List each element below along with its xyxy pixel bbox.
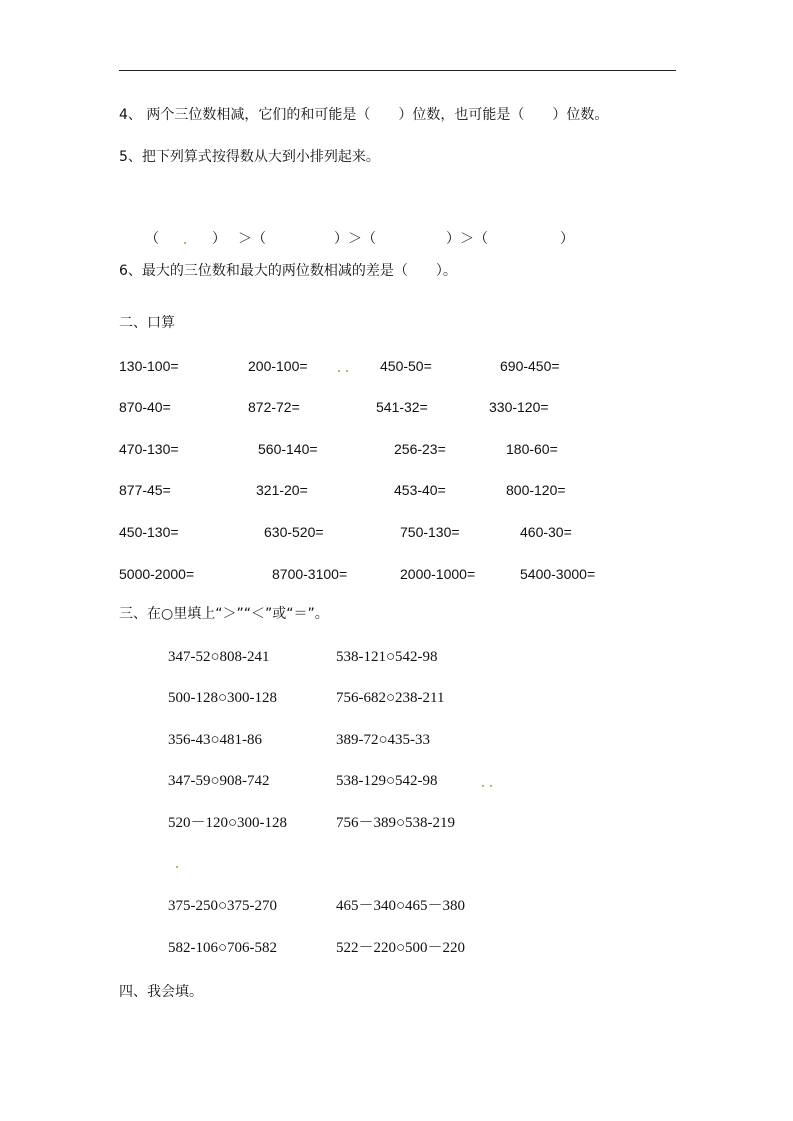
order-paren-4: ）＞（ [334, 231, 376, 247]
compare-item: 356-43○481-86 [168, 732, 263, 748]
scan-speck [184, 242, 186, 244]
header-rule [119, 70, 676, 71]
order-paren-3: ＞（ [238, 231, 266, 247]
compare-item: 520－120○300-128 [168, 815, 288, 831]
compare-item: 500-128○300-128 [168, 690, 278, 706]
compare-item: 465－340○465－380 [336, 898, 466, 914]
scan-speck [176, 866, 178, 868]
calc-item: 872-72= [248, 399, 300, 415]
question-5: 5、把下列算式按得数从大到小排列起来。 [119, 149, 380, 165]
calc-item: 877-45= [119, 482, 171, 498]
calc-item: 470-130= [119, 441, 179, 457]
compare-item: 582-106○706-582 [168, 940, 278, 956]
calc-item: 453-40= [394, 482, 446, 498]
calc-item: 2000-1000= [400, 566, 476, 582]
scan-speck [338, 370, 340, 372]
compare-item: 756-682○238-211 [336, 690, 445, 706]
calc-item: 180-60= [506, 441, 558, 457]
calc-item: 460-30= [520, 524, 572, 540]
scan-speck [490, 785, 492, 787]
compare-item: 538-129○542-98 [336, 773, 438, 789]
calc-item: 450-50= [380, 358, 432, 374]
calc-item: 130-100= [119, 358, 179, 374]
calc-item: 541-32= [376, 399, 428, 415]
calc-item: 5400-3000= [520, 566, 596, 582]
order-paren-6: ） [560, 231, 574, 247]
compare-item: 522－220○500－220 [336, 940, 466, 956]
order-paren-1: （ [145, 231, 159, 247]
order-paren-2: ） [212, 231, 226, 247]
calc-item: 200-100= [248, 358, 308, 374]
compare-item: 347-52○808-241 [168, 649, 270, 665]
compare-item: 538-121○542-98 [336, 649, 438, 665]
calc-item: 321-20= [256, 482, 308, 498]
calc-item: 450-130= [119, 524, 179, 540]
calc-item: 256-23= [394, 441, 446, 457]
calc-item: 8700-3100= [272, 566, 348, 582]
calc-item: 330-120= [489, 399, 549, 415]
compare-item: 389-72○435-33 [336, 732, 431, 748]
order-paren-5: ）＞（ [446, 231, 488, 247]
calc-item: 630-520= [264, 524, 324, 540]
compare-item: 756－389○538-219 [336, 815, 456, 831]
section-4-heading: 四、我会填。 [119, 984, 203, 1000]
calc-item: 800-120= [506, 482, 566, 498]
compare-item: 375-250○375-270 [168, 898, 278, 914]
calc-item: 750-130= [400, 524, 460, 540]
calc-item: 560-140= [258, 441, 318, 457]
question-6: 6、最大的三位数和最大的两位数相减的差是（ ）。 [119, 263, 457, 279]
section-3-heading: 三、在○里填上“＞”“＜”或“＝”。 [119, 606, 329, 622]
section-2-heading: 二、口算 [119, 315, 175, 331]
calc-item: 5000-2000= [119, 566, 195, 582]
question-4: 4、 两个三位数相减，它们的和可能是（ ）位数，也可能是（ ）位数。 [119, 107, 609, 123]
scan-speck [346, 370, 348, 372]
calc-item: 690-450= [500, 358, 560, 374]
compare-item: 347-59○908-742 [168, 773, 270, 789]
calc-item: 870-40= [119, 399, 171, 415]
scan-speck [482, 785, 484, 787]
